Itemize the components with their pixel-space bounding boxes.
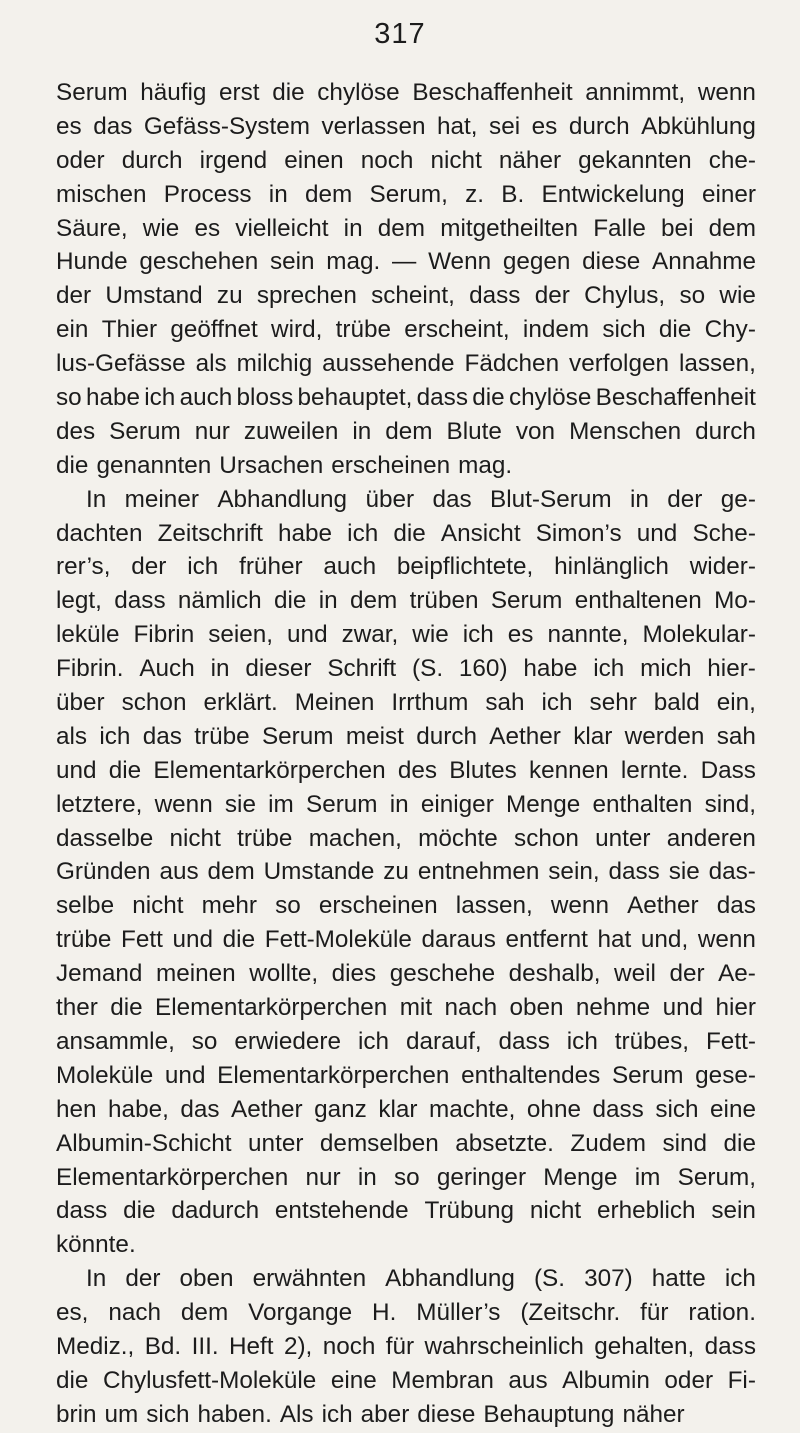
text-line: legt, dass nämlich die in dem trüben Serum enthaltenen Mo- <box>56 587 756 615</box>
text-line: ansammle, so erwiedere ich darauf, dass ich trübes, Fett- <box>56 1027 756 1055</box>
text-line: die genannten Ursachen erscheinen mag. <box>56 451 513 479</box>
text-line: könnte. <box>56 1231 136 1259</box>
text-line: ther die Elementarkörperchen mit nach oben nehme und hier <box>56 994 756 1022</box>
text-line: trübe Fett und die Fett-Moleküle daraus entfernt hat und, wenn <box>56 926 756 954</box>
text-line: Fibrin. Auch in dieser Schrift (S. 160) habe ich mich hier- <box>56 655 756 683</box>
text-line: letztere, wenn sie im Serum in einiger Menge enthalten sind, <box>56 790 756 818</box>
paragraph <box>56 1262 756 1431</box>
text-line: Jemand meinen wollte, dies geschehe deshalb, weil der Ae- <box>56 960 756 988</box>
text-line: so habe ich auch bloss behauptet, dass die chylöse Beschaffenheit <box>56 384 756 412</box>
text-line: Säure, wie es vielleicht in dem mitgetheilten Falle bei dem <box>56 214 756 242</box>
text-line: des Serum nur zuweilen in dem Blute von Menschen durch <box>56 417 756 445</box>
text-line: Elementarkörperchen nur in so geringer Menge im Serum, <box>56 1163 756 1191</box>
text-line: dass die dadurch entstehende Trübung nicht erheblich sein <box>56 1197 756 1225</box>
text-line: In der oben erwähnten Abhandlung (S. 307) hatte ich <box>86 1265 756 1293</box>
text-line: Moleküle und Elementarkörperchen enthaltendes Serum gese- <box>56 1061 756 1089</box>
text-line: rer’s, der ich früher auch beipflichtete, hinlänglich wider- <box>56 553 756 581</box>
text-line: der Umstand zu sprechen scheint, dass der Chylus, so wie <box>56 282 756 310</box>
body-text <box>56 76 756 1432</box>
paragraph <box>56 76 756 483</box>
text-line: über schon erklärt. Meinen Irrthum sah ich sehr bald ein, <box>56 689 756 717</box>
page-number: 317 <box>374 18 426 50</box>
paragraph <box>56 483 756 1262</box>
text-line: lus-Gefässe als milchig aussehende Fädchen verfolgen lassen, <box>56 350 756 378</box>
text-line: als ich das trübe Serum meist durch Aether klar werden sah <box>56 722 756 750</box>
text-line: hen habe, das Aether ganz klar machte, ohne dass sich eine <box>56 1095 756 1123</box>
text-line: oder durch irgend einen noch nicht näher gekannten che- <box>56 146 756 174</box>
text-line: dasselbe nicht trübe machen, möchte schon unter anderen <box>56 824 756 852</box>
text-line: es, nach dem Vorgange H. Müller’s (Zeitschr. für ration. <box>56 1299 756 1327</box>
text-line: Hunde geschehen sein mag. — Wenn gegen diese Annahme <box>56 248 756 276</box>
text-line: dachten Zeitschrift habe ich die Ansicht Simon’s und Sche- <box>56 519 756 547</box>
text-line: Gründen aus dem Umstande zu entnehmen sein, dass sie das- <box>56 858 756 886</box>
text-line: leküle Fibrin seien, und zwar, wie ich es nannte, Molekular- <box>56 621 756 649</box>
text-line: brin um sich haben. Als ich aber diese Behauptung näher <box>56 1400 685 1428</box>
text-line: ein Thier geöffnet wird, trübe erscheint, indem sich die Chy- <box>56 316 756 344</box>
text-line: es das Gefäss-System verlassen hat, sei es durch Abkühlung <box>56 112 756 140</box>
text-line: Serum häufig erst die chylöse Beschaffenheit annimmt, wenn <box>56 79 756 106</box>
text-line: selbe nicht mehr so erscheinen lassen, wenn Aether das <box>56 892 756 920</box>
text-line: die Chylusfett-Moleküle eine Membran aus Albumin oder Fi- <box>56 1366 756 1394</box>
text-line: Mediz., Bd. III. Heft 2), noch für wahrscheinlich gehalten, dass <box>56 1332 756 1360</box>
text-line: und die Elementarkörperchen des Blutes kennen lernte. Dass <box>56 756 756 784</box>
text-line: In meiner Abhandlung über das Blut-Serum in der ge- <box>86 485 756 513</box>
text-line: mischen Process in dem Serum, z. B. Entwickelung einer <box>56 180 756 208</box>
text-line: Albumin-Schicht unter demselben absetzte. Zudem sind die <box>56 1129 756 1157</box>
